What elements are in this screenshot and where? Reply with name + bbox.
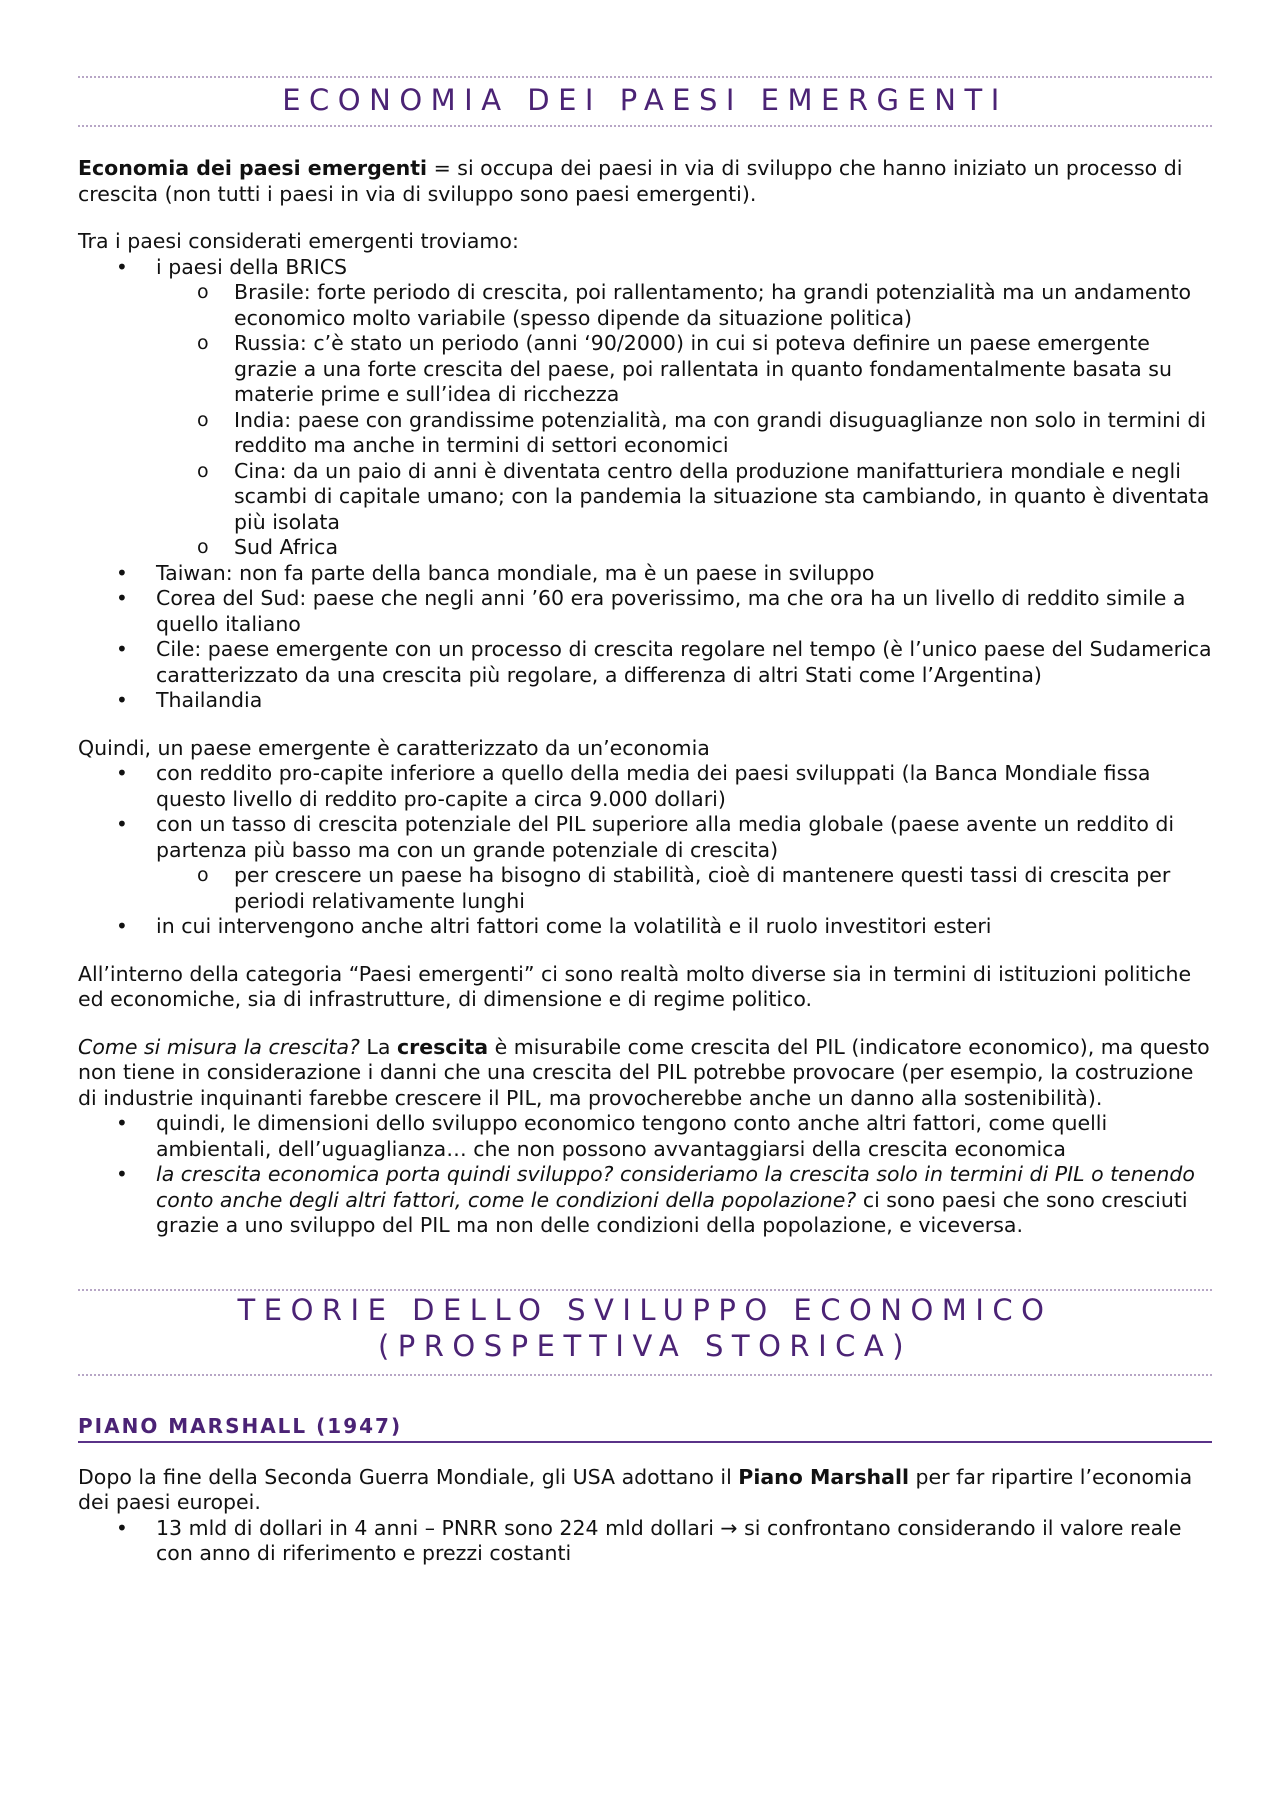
list-item: • in cui intervengono anche altri fattori come la volatilità e il ruolo investitori esteri <box>78 914 1212 940</box>
intro-paragraph <box>78 156 1212 207</box>
intro-term: Economia dei paesi emergenti <box>78 156 428 180</box>
marshall-item-text: 13 mld di dollari in 4 anni – PNRR sono 224 mld dollari <box>156 1515 721 1540</box>
list-item <box>78 1162 1212 1239</box>
arrow-icon: → <box>720 1515 738 1540</box>
list-item: • Thailandia <box>78 688 1212 714</box>
list-item: o Brasile: forte periodo di crescita, poi rallentamento; ha grandi potenzialità ma un andamento economico molto variabile (spesso dipende da situazione politica) <box>78 280 1212 331</box>
marshall-list <box>78 1516 1212 1567</box>
countries-intro: Tra i paesi considerati emergenti troviamo: <box>78 229 519 253</box>
definition-list <box>78 761 1212 940</box>
marshall-item-text: si confrontano considerando il valore reale con anno di riferimento e prezzi costanti <box>156 1515 1182 1565</box>
list-item: • i paesi della BRICS <box>78 255 1212 281</box>
growth-question: Come si misura la crescita? <box>78 1034 360 1059</box>
diversity-paragraph: All’interno della categoria “Paesi emergenti” ci sono realtà molto diverse sia in termini di istituzioni politiche ed economiche, sia di infrastrutture, di dimensione e di regime politico. <box>78 961 1192 1011</box>
marshall-text: per far ripartire l’economia dei paesi europei. <box>78 1464 1193 1514</box>
list-item: • Cile: paese emergente con un processo di crescita regolare nel tempo (è l’unico paese del Sudamerica caratterizzato da una crescita più regolare, a differenza di altri Stati come l’Argentina) <box>78 637 1212 688</box>
marshall-term: Piano Marshall <box>738 1464 910 1489</box>
growth-term: crescita <box>396 1034 489 1059</box>
intro-definition: = si occupa dei paesi in via di sviluppo che hanno iniziato un processo di crescita (non tutti i paesi in via di sviluppo sono paesi emergenti). <box>78 156 1183 206</box>
growth-item-text: ci sono paesi che sono cresciuti grazie a uno sviluppo del PIL ma non delle condizioni della popolazione, e viceversa. <box>156 1187 1188 1237</box>
list-item: o Sud Africa <box>78 535 1212 561</box>
list-item: • Taiwan: non fa parte della banca mondiale, ma è un paese in sviluppo <box>78 561 1212 587</box>
list-item <box>78 1516 1212 1567</box>
list-item: o India: paese con grandissime potenzialità, ma con grandi disuguaglianze non solo in termini di reddito ma anche in termini di settori economici <box>78 408 1212 459</box>
list-item: o Cina: da un paio di anni è diventata centro della produzione manifatturiera mondiale e negli scambi di capitale umano; con la pandemia la situazione sta cambiando, in quanto è diventata più isolata <box>78 459 1212 536</box>
list-item: • Corea del Sud: paese che negli anni ’60 era poverissimo, ma che ora ha un livello di reddito simile a quello italiano <box>78 586 1212 637</box>
list-item: • con reddito pro-capite inferiore a quello della media dei paesi sviluppati (la Banca Mondiale fissa questo livello di reddito pro-capite a circa 9.000 dollari) <box>78 761 1212 812</box>
marshall-paragraph <box>78 1465 1212 1516</box>
subsection-title-piano-marshall: PIANO MARSHALL (1947) <box>78 1413 1212 1443</box>
document-page <box>78 76 1212 1567</box>
countries-list <box>78 255 1212 714</box>
growth-text: è misurabile come crescita del PIL (indicatore economico), ma questo non tiene in considerazione i danni che una crescita del PIL potrebbe provocare (per esempio, la costruzione di industrie inquinanti farebbe crescere il PIL, ma provocherebbe anche un danno alla sostenibilità). <box>78 1034 1210 1110</box>
growth-item-question: la crescita economica porta quindi sviluppo? consideriamo la crescita solo in termini di PIL o tenendo conto anche degli altri fattori, come le condizioni della popolazione? <box>156 1162 1195 1212</box>
definition-intro: Quindi, un paese emergente è caratterizzato da un’economia <box>78 735 710 760</box>
growth-text: La <box>359 1034 397 1059</box>
section-title-economia: ECONOMIA DEI PAESI EMERGENTI <box>282 83 1008 117</box>
growth-list <box>78 1111 1212 1239</box>
growth-paragraph <box>78 1035 1212 1112</box>
marshall-text: Dopo la fine della Seconda Guerra Mondiale, gli USA adottano il <box>78 1464 739 1489</box>
list-item: • con un tasso di crescita potenziale del PIL superiore alla media globale (paese avente un reddito di partenza più basso ma con un grande potenziale di crescita) <box>78 812 1212 863</box>
list-item: o Russia: c’è stato un periodo (anni ‘90/2000) in cui si poteva definire un paese emergente grazie a una forte crescita del paese, poi rallentata in quanto fondamentalmente basata su materie prime e sull’idea di ricchezza <box>78 331 1212 408</box>
list-item: o per crescere un paese ha bisogno di stabilità, cioè di mantenere questi tassi di crescita per periodi relativamente lunghi <box>78 863 1212 914</box>
list-item: • quindi, le dimensioni dello sviluppo economico tengono conto anche altri fattori, come quelli ambientali, dell’uguaglianza… che non possono avvantaggiarsi della crescita economica <box>78 1111 1212 1162</box>
section-title-teorie: TEORIE DELLO SVILUPPO ECONOMICO (PROSPETTIVA STORICA) <box>237 1292 1053 1363</box>
